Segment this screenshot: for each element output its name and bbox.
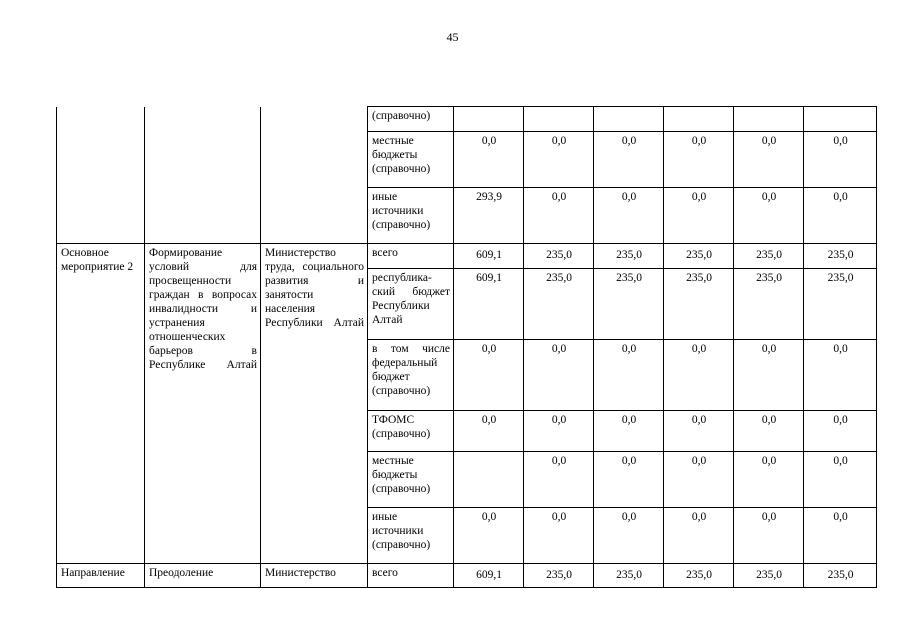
value-cell: 0,0 (524, 452, 594, 508)
funding-source-cell: иные источники (справочно) (368, 508, 454, 564)
funding-source-cell: иные источники (справочно) (368, 188, 454, 244)
value-cell: 0,0 (804, 340, 877, 411)
value-cell (454, 107, 524, 132)
funding-source-cell: всего (368, 564, 454, 588)
value-cell: 235,0 (734, 269, 804, 340)
value-cell: 609,1 (454, 269, 524, 340)
value-cell: 0,0 (734, 508, 804, 564)
funding-source-cell: местные бюджеты (справочно) (368, 452, 454, 508)
value-cell: 235,0 (804, 564, 877, 588)
value-cell: 235,0 (664, 269, 734, 340)
value-cell: 0,0 (734, 411, 804, 452)
value-cell: 0,0 (594, 411, 664, 452)
value-cell: 235,0 (664, 244, 734, 269)
value-cell: 0,0 (734, 340, 804, 411)
funding-source-cell: всего (368, 244, 454, 269)
value-cell: 0,0 (804, 188, 877, 244)
value-cell (804, 107, 877, 132)
table-row (57, 244, 877, 269)
value-cell: 0,0 (454, 411, 524, 452)
direction-title-cell: Преодоление (145, 564, 261, 588)
budget-table (56, 106, 877, 588)
value-cell: 235,0 (664, 564, 734, 588)
value-cell: 0,0 (664, 340, 734, 411)
value-cell: 0,0 (454, 132, 524, 188)
value-cell: 0,0 (524, 411, 594, 452)
value-cell: 235,0 (524, 269, 594, 340)
value-cell: 609,1 (454, 244, 524, 269)
funding-source-cell: республика-ский бюджет Республики Алтай (368, 269, 454, 340)
value-cell: 0,0 (524, 188, 594, 244)
measure-name-cell: Основное мероприятие 2 (57, 244, 145, 564)
value-cell: 0,0 (664, 508, 734, 564)
table-row (57, 564, 877, 588)
value-cell: 235,0 (734, 564, 804, 588)
value-cell: 0,0 (804, 508, 877, 564)
value-cell: 0,0 (664, 452, 734, 508)
value-cell: 0,0 (664, 188, 734, 244)
funding-source-cell: местные бюджеты (справочно) (368, 132, 454, 188)
measure-title-cell (145, 244, 261, 564)
measure-title-text: Формирование условий для просвещенности граждан в вопросах инвалидности и устранения отношенческих барьеров в Республике Алтай (149, 247, 257, 371)
funding-source-cell: в том числе федеральный бюджет (справочно) (368, 340, 454, 411)
table-row (57, 107, 877, 132)
value-cell: 235,0 (804, 269, 877, 340)
value-cell: 0,0 (804, 452, 877, 508)
direction-name-cell: Направление (57, 564, 145, 588)
executor-cell (261, 244, 368, 564)
value-cell: 609,1 (454, 564, 524, 588)
value-cell: 0,0 (804, 411, 877, 452)
value-cell: 0,0 (594, 132, 664, 188)
value-cell (454, 452, 524, 508)
value-cell (524, 107, 594, 132)
value-cell: 235,0 (594, 564, 664, 588)
value-cell: 0,0 (524, 508, 594, 564)
value-cell: 0,0 (454, 508, 524, 564)
value-cell: 0,0 (734, 132, 804, 188)
executor-text: Министерство труда, социального развития и занятости населения Республики Алтай (265, 247, 364, 329)
value-cell: 235,0 (734, 244, 804, 269)
value-cell: 0,0 (594, 452, 664, 508)
funding-source-cell: (справочно) (368, 107, 454, 132)
funding-source-cell: ТФОМС (справочно) (368, 411, 454, 452)
value-cell: 0,0 (594, 188, 664, 244)
value-cell: 0,0 (454, 340, 524, 411)
empty-cell (261, 107, 368, 244)
value-cell: 235,0 (594, 244, 664, 269)
value-cell (734, 107, 804, 132)
value-cell: 235,0 (804, 244, 877, 269)
value-cell: 0,0 (664, 132, 734, 188)
value-cell: 0,0 (594, 508, 664, 564)
value-cell: 0,0 (804, 132, 877, 188)
value-cell: 0,0 (664, 411, 734, 452)
value-cell (664, 107, 734, 132)
value-cell: 235,0 (524, 244, 594, 269)
direction-executor-cell: Министерство (261, 564, 368, 588)
empty-cell (57, 107, 145, 244)
value-cell: 0,0 (524, 340, 594, 411)
value-cell: 0,0 (734, 188, 804, 244)
value-cell: 0,0 (524, 132, 594, 188)
value-cell: 0,0 (734, 452, 804, 508)
empty-cell (145, 107, 261, 244)
value-cell: 293,9 (454, 188, 524, 244)
value-cell: 0,0 (594, 340, 664, 411)
value-cell (594, 107, 664, 132)
value-cell: 235,0 (524, 564, 594, 588)
value-cell: 235,0 (594, 269, 664, 340)
page-number: 45 (446, 30, 459, 44)
